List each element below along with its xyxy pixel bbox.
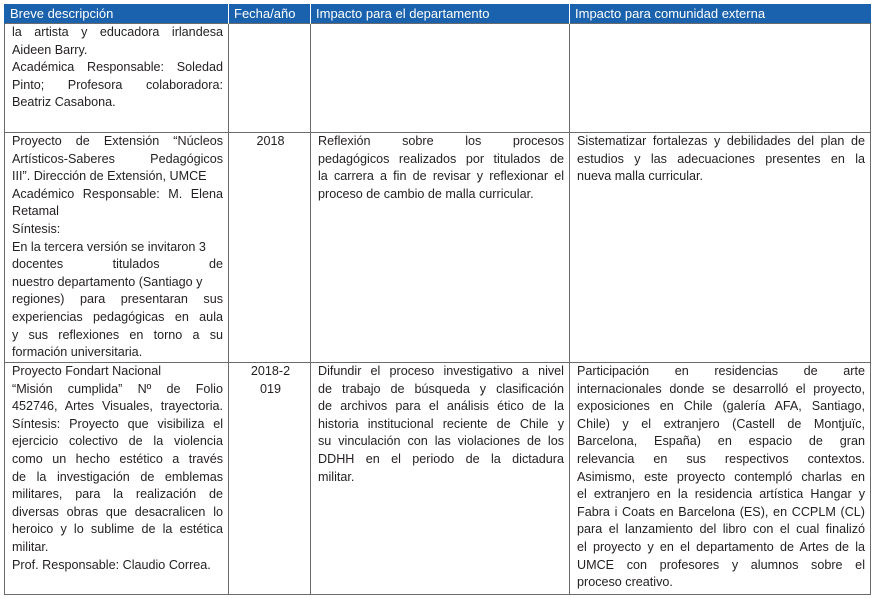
cell-fecha [229,363,311,595]
cell-impacto-comunidad [570,24,871,133]
text-line: Pinto; Profesora colaboradora: [12,77,223,92]
header-breve-descripcion: Breve descripción [5,4,229,24]
text-line: internacionales donde se desarrolló el proyecto, [577,381,865,396]
text-line: historia institucional reciente de Chile y [318,416,564,431]
text-line: Chile) y el extranjero (Castell de Montjuïc, [577,416,865,431]
text-line: su vinculación con las violaciones de los [318,434,564,449]
text-line: Proyecto de Extensión “Núcleos [12,134,223,148]
text-line: Artísticos-Saberes Pedagógicos [12,151,223,166]
text-line: regiones) para presentaran sus [12,292,223,307]
text-line: de archivos para el análisis ético de la [318,399,564,414]
text-line: Retamal [12,204,59,219]
table-header [5,4,871,24]
text-line: para el lanzamiento del libro con el cual finalizó [577,522,865,537]
text-line: el proyecto y en el departamento de Artes de la [577,539,865,554]
text-line: formación universitaria. [12,345,143,360]
text-line: Prof. Responsable: Claudio Correa. [12,557,211,572]
text-line: militares, para la realización de [12,487,223,502]
table-row [5,133,871,363]
text-line: ejercicio colectivo de la violencia [12,434,223,449]
fecha-text: 2018-2019 [250,364,291,396]
text-line: militar. [318,469,355,484]
text-line: el extranjero en la residencia artística Hangar y [577,487,865,502]
text-line: UMCE con profesores y alumnos sobre el [577,557,865,572]
cell-fecha: 2018 [229,133,311,363]
text-line: proceso de cambio de malla curricular. [318,186,534,201]
text-line: de trabajo de búsqueda y clasificación [318,381,564,396]
text-line: como un hecho estético a través [12,451,223,466]
cell-fecha [229,24,311,133]
text-line: y sus reflexiones en torno a su [12,327,223,342]
table-row [5,363,871,595]
text-line: Asimismo, este proyecto contempló charlas en [577,469,865,484]
cell-impacto-departamento [311,133,570,363]
text-line: Reflexión sobre los procesos [318,134,564,148]
header-impacto-comunidad: Impacto para comunidad externa [570,4,871,24]
text-line: DDHH en el periodo de la dictadura [318,451,564,466]
text-line: relevancia en sus respectivos contextos. [577,451,865,466]
cell-impacto-comunidad [570,363,871,595]
cell-impacto-comunidad [570,133,871,363]
text-line: Proyecto Fondart Nacional [12,364,162,378]
text-line: Beatriz Casabona. [12,95,116,110]
text-line: Fabra i Coats en Barcelona (ES), en CCPLM (CL) [577,504,865,519]
cell-descripcion [5,363,229,595]
text-line: Académico Responsable: M. Elena [12,186,223,201]
text-line: Barcelona, España) en espacio de gran [577,434,865,449]
text-line: militar. [12,539,49,554]
text-line: Síntesis: [12,221,61,236]
text-line: pedagógicos realizados por titulados de [318,151,564,166]
cell-impacto-departamento [311,24,570,133]
text-line: En la tercera versión se invitaron 3 [12,239,206,254]
text-line: la carrera a fin de revisar y reflexionar el [318,169,564,184]
text-line: heroico y lo sublime de la estética [12,522,223,537]
text-line: Síntesis: Proyecto que visibiliza el [12,416,223,431]
text-line: Sistematizar fortalezas y debilidades del plan de [577,134,865,148]
header-fecha: Fecha/año [229,4,311,24]
text-line: Académica Responsable: Soledad [12,60,223,75]
cell-impacto-departamento [311,363,570,595]
text-line: III”. Dirección de Extensión, UMCE [12,169,207,184]
text-line: diversas obras que desacralicen lo [12,504,223,519]
text-line: de la investigación de emblemas [12,469,223,484]
header-impacto-departamento: Impacto para el departamento [311,4,570,24]
text-line: proceso creativo. [577,575,673,590]
text-line: nuestro departamento (Santiago y [12,274,203,289]
text-line: nueva malla curricular. [577,169,703,184]
text-line: “Misión cumplida” Nº de Folio [12,381,223,396]
text-line: la artista y educadora irlandesa [12,25,223,39]
table-row [5,24,871,133]
text-line: docentes titulados de [12,257,223,272]
text-line: exposiciones en Chile (galería AFA, Santiago, [577,399,865,414]
text-line: estudios y las adecuaciones presentes en la [577,151,865,166]
text-line: 452746, Artes Visuales, trayectoria. [12,399,223,414]
activities-table [4,4,871,595]
text-line: Aideen Barry. [12,42,88,57]
text-line: Participación en residencias de arte [577,364,865,378]
text-line: Difundir el proceso investigativo a nivel [318,364,564,378]
cell-descripcion [5,133,229,363]
text-line: experiencias pedagógicas en aula [12,309,223,324]
cell-descripcion [5,24,229,133]
